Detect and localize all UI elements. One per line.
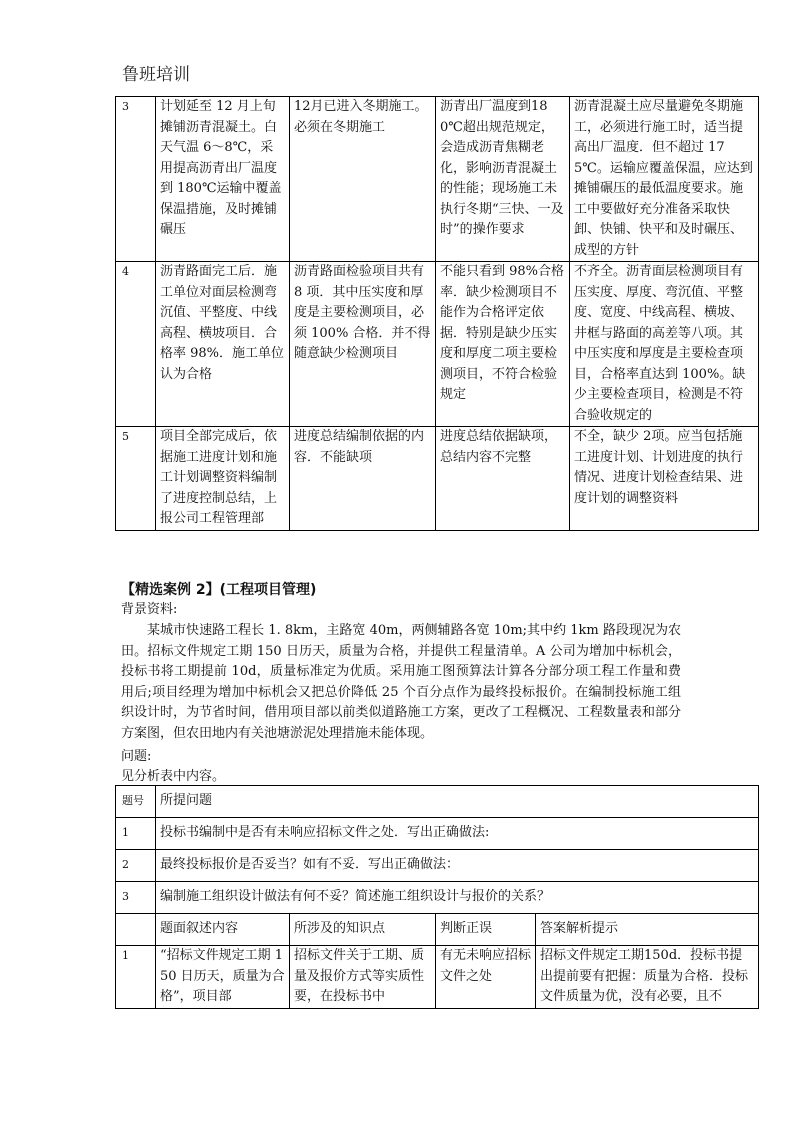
header-knowledge: 所涉及的知识点: [290, 914, 436, 946]
question-number: 2: [116, 850, 156, 882]
row-number: 5: [116, 427, 156, 531]
answer-cell: 不齐全。沥青面层检测项目有压实度、厚度、弯沉值、平整度、宽度、中线高程、横坡、井框与路面的高差等八项。其中压实度和厚度是主要检查项目，合格率直达到 100%。缺少主要检查项目，检测是不符合验收规定的: [570, 262, 759, 427]
row-number: 1: [116, 946, 156, 1009]
header-judgment: 判断正误: [436, 914, 536, 946]
question-text: 投标书编制中是否有未响应招标文件之处．写出正确做法:: [156, 818, 759, 850]
row-number: 4: [116, 262, 156, 427]
judgment-cell: 有无未响应招标文件之处: [436, 946, 536, 1009]
question-analysis-table: [115, 785, 759, 1009]
question-text: 编制施工组织设计做法有何不妥？简述施工组织设计与报价的关系？: [156, 882, 759, 914]
content-cell: 沥青路面完工后．施工单位对面层检测弯沉值、平整度、中线高程、横坡项目．合格率 98%．施工单位认为合格: [156, 262, 290, 427]
knowledge-cell: 沥青路面检验项目共有 8 项．其中压实度和厚度是主要检测项目，必须 100% 合格．并不得随意缺少检测项目: [290, 262, 436, 427]
table-row: [116, 427, 759, 531]
knowledge-cell: 招标文件关于工期、质量及报价方式等实质性要，在投标书中: [290, 946, 436, 1009]
judgment-cell: 沥青出厂温度到180℃超出规范规定，会造成沥青焦糊老化，影响沥青混凝土的性能；现场施工未执行冬期“三快、一及时”的操作要求: [436, 97, 570, 262]
content-cell: 项目全部完成后，依据施工进度计划和施工计划调整资料编制了进度控制总结，上报公司工程管理部: [156, 427, 290, 531]
answer-cell: 招标文件规定工期150d．投标书提出提前要有把握：质量为合格．投标文件质量为优，没有必要，且不: [536, 946, 759, 1009]
question-row: [116, 882, 759, 914]
background-label: 背景资料:: [121, 602, 178, 617]
header-content: 题面叙述内容: [156, 914, 290, 946]
header-answer: 答案解析提示: [536, 914, 759, 946]
content-cell: 计划延至 12 月上旬摊铺沥青混凝土。白天气温 6～8℃，采用提高沥青出厂温度到 180℃运输中覆盖保温措施，及时摊铺碾压: [156, 97, 290, 262]
case-title-bracket: 【精选案例 2】: [121, 582, 220, 598]
see-table-note: 见分析表中内容。: [121, 769, 226, 784]
table-row: [116, 262, 759, 427]
header-question: 所提问题: [156, 786, 759, 818]
analysis-table-continued: [115, 96, 759, 531]
question-number: 1: [116, 818, 156, 850]
analysis-header-row: [116, 914, 759, 946]
question-row: [116, 818, 759, 850]
content-cell: “招标文件规定工期 150 日历天，质量为合格”，项目部: [156, 946, 290, 1009]
question-number: 3: [116, 882, 156, 914]
question-row: [116, 850, 759, 882]
page-header-title: 鲁班培训: [122, 65, 190, 85]
answer-cell: 不全，缺少 2项。应当包括施工进度计划、计划进度的执行情况、进度计划检查结果、进度计划的调整资料: [570, 427, 759, 531]
empty-cell: [116, 914, 156, 946]
table-header-row: [116, 786, 759, 818]
background-paragraph: 某城市快速路工程长 1. 8km，主路宽 40m，两侧辅路各宽 10m;其中约 1km 路段现况为农田。招标文件规定工期 150 日历天，质量为合格，并提供工程量清单。A 公司为增加中标机会，投标书将工期提前 10d，质量标准定为优质。采用施工图预算法计算各分部分项工程工作量和费用后;项目经理为增加中标机会又把总价降低 25 个百分点作为最终投标报价。在编制投标施工组织设计时，为节省时间，借用项目部以前类似道路施工方案，更改了工程概况、工程数量表和部分方案图，但农田地内有关池塘淤泥处理措施未能体现。: [121, 623, 681, 741]
judgment-cell: 不能只看到 98%合格率．缺少检测项目不能作为合格评定依据．特别是缺少压实度和厚度二项主要检测项目，不符合检验规定: [436, 262, 570, 427]
knowledge-cell: 12月已进入冬期施工。必须在冬期施工: [290, 97, 436, 262]
judgment-cell: 进度总结依据缺项，总结内容不完整: [436, 427, 570, 531]
case-title-topic: (工程项目管理): [219, 582, 317, 598]
question-label: 问题:: [121, 749, 152, 764]
header-num: 题号: [116, 786, 156, 818]
row-number: 3: [116, 97, 156, 262]
table-row: [116, 97, 759, 262]
knowledge-cell: 进度总结编制依据的内容．不能缺项: [290, 427, 436, 531]
table-row: [116, 946, 759, 1009]
answer-cell: 沥青混凝土应尽量避免冬期施工，必须进行施工时，适当提高出厂温度．但不超过 175℃。运输应覆盖保温，应达到摊铺碾压的最低温度要求。施工中要做好充分准备采取快卸、快铺、快平和及时碾压、成型的方针: [570, 97, 759, 262]
question-text: 最终投标报价是否妥当？如有不妥．写出正确做法：: [156, 850, 759, 882]
case-title: [121, 579, 316, 599]
